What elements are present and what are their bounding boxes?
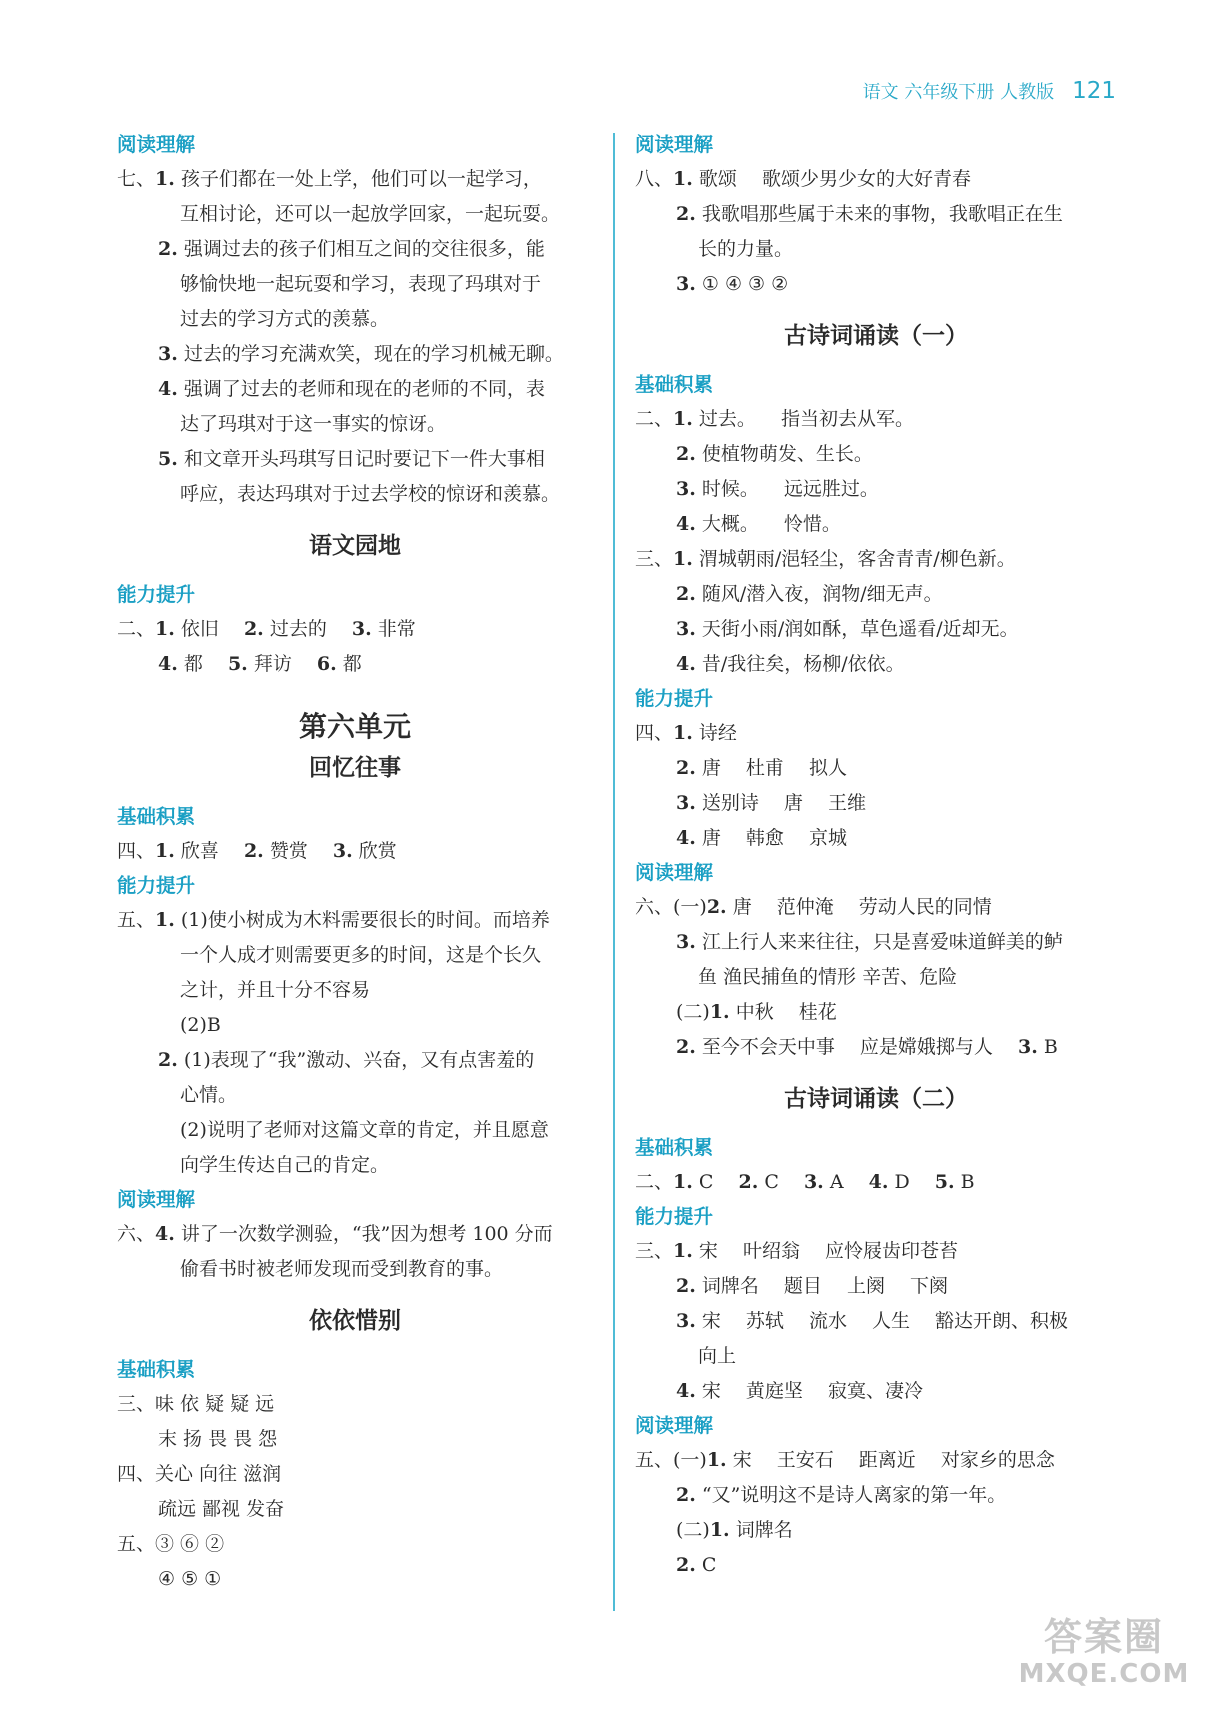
answer-line: (二)1. 中秋 桂花 [676,1001,837,1023]
section-heading: 能力提升 [117,583,196,606]
section-heading: 阅读理解 [117,1188,196,1211]
right-column [635,128,1117,1583]
section-heading: 阅读理解 [117,133,196,156]
answer-line: 达了玛琪对于这一事实的惊讶。 [180,413,447,435]
answer-line: 2. C [676,1554,717,1576]
answer-line: 向上 [698,1345,737,1367]
answer-line: 2. 唐 杜甫 拟人 [676,757,847,779]
chapter-title: 语文园地 [309,533,401,559]
answer-line: 4. 宋 黄庭坚 寂寞、凄冷 [676,1380,923,1402]
answer-line: 二、1. 过去。 指当初去从军。 [635,408,914,430]
answer-line: 三、味 依 疑 疑 远 [117,1393,275,1415]
answer-line: 二、1. C 2. C 3. A 4. D 5. B [635,1171,975,1193]
answer-line: 三、1. 渭城朝雨/浥轻尘，客舍青青/柳色新。 [635,548,1016,570]
answer-line: 3. 天街小雨/润如酥，草色遥看/近却无。 [676,618,1019,640]
answer-line: 四、1. 欣喜 2. 赞赏 3. 欣赏 [117,840,397,862]
answer-line: 长的力量。 [698,238,794,260]
answer-line: 2. “又”说明这不是诗人离家的第一年。 [676,1484,1007,1506]
section-heading: 阅读理解 [635,861,714,884]
watermark-logo: 答案圈 [1043,1615,1164,1659]
answer-line: 疏远 鄙视 发奋 [158,1498,285,1520]
answer-line: 五、③ ⑥ ② [117,1533,225,1555]
chapter-title: 回忆往事 [309,755,401,781]
answer-line: 2. 词牌名 题目 上阕 下阕 [676,1275,949,1297]
section-heading: 基础积累 [635,373,714,396]
section-heading: 能力提升 [635,1205,714,1228]
answer-line: 呼应，表达玛琪对于过去学校的惊讶和羡慕。 [180,483,561,505]
section-heading: 阅读理解 [635,133,714,156]
answer-line: 心情。 [180,1084,238,1106]
answer-line: 七、1. 孩子们都在一处上学，他们可以一起学习， [117,168,542,190]
answer-line: 八、1. 歌颂 歌颂少男少女的大好青春 [635,168,971,190]
page-header [863,78,1116,104]
section-heading: 阅读理解 [635,1414,714,1437]
answer-line: 2. 至今不会天中事 应是嫦娥掷与人 3. B [676,1036,1058,1058]
section-heading: 能力提升 [117,874,196,897]
answer-line: 2. 强调过去的孩子们相互之间的交往很多，能 [158,238,545,260]
book-info: 语文 六年级下册 人教版 [862,82,1055,103]
answer-line: 五、(一)1. 宋 王安石 距离近 对家乡的思念 [635,1449,1055,1471]
answer-line: 3. 过去的学习充满欢笑，现在的学习机械无聊。 [158,343,564,365]
answer-line: 2. 使植物萌发、生长。 [676,443,873,465]
answer-line: 六、(一)2. 唐 范仲淹 劳动人民的同情 [635,896,992,918]
answer-line: 4. 昔/我往矣，杨柳/依依。 [676,653,905,675]
chapter-title: 古诗词诵读（二） [784,1086,968,1112]
answer-line: 4. 强调了过去的老师和现在的老师的不同，表 [158,378,545,400]
watermark-url: MXQE.COM [1018,1659,1190,1689]
answer-line: 五、1. (1)使小树成为木料需要很长的时间。而培养 [117,909,550,931]
answer-line: 向学生传达自己的肯定。 [180,1154,390,1176]
answer-line: 3. 宋 苏轼 流水 人生 豁达开朗、积极 [676,1310,1069,1332]
answer-line: 4. 唐 韩愈 京城 [676,827,847,849]
answer-line: 鱼 渔民捕鱼的情形 辛苦、危险 [698,966,958,988]
answer-line: 3. ① ④ ③ ② [676,273,789,295]
answer-line: 3. 送别诗 唐 王维 [676,792,866,814]
answer-line: 末 扬 畏 畏 怨 [158,1428,278,1450]
page-number: 121 [1072,78,1116,104]
answer-line: 偷看书时被老师发现而受到教育的事。 [180,1258,504,1280]
unit-title: 第六单元 [298,710,411,743]
answer-line: 2. 我歌唱那些属于未来的事物，我歌唱正在生 [676,203,1063,225]
section-heading: 能力提升 [635,687,714,710]
answer-line: 二、1. 依旧 2. 过去的 3. 非常 [117,618,416,640]
answer-line: (2)B [180,1014,221,1036]
watermark [1014,1615,1194,1689]
answer-line: (二)1. 词牌名 [676,1519,793,1541]
answer-line: 六、4. 讲了一次数学测验，“我”因为想考 100 分而 [117,1223,553,1245]
answer-line: 3. 时候。 远远胜过。 [676,478,879,500]
section-heading: 基础积累 [117,1358,196,1381]
answer-line: 过去的学习方式的羡慕。 [180,308,390,330]
answer-line: 5. 和文章开头玛琪写日记时要记下一件大事相 [158,448,545,470]
answer-line: 互相讨论，还可以一起放学回家，一起玩耍。 [180,203,561,225]
answer-line: 之计，并且十分不容易 [180,979,371,1001]
section-heading: 基础积累 [117,805,196,828]
answer-line: 2. 随风/潜入夜，润物/细无声。 [676,583,943,605]
answer-line: ④ ⑤ ① [158,1568,222,1590]
left-column [117,128,593,1597]
answer-line: 4. 都 5. 拜访 6. 都 [158,653,362,675]
answer-line: 2. (1)表现了“我”激动、兴奋，又有点害羞的 [158,1049,535,1071]
answer-line: 一个人成才则需要更多的时间，这是个长久 [180,944,542,966]
answer-line: 4. 大概。 怜惜。 [676,513,841,535]
chapter-title: 依依惜别 [309,1308,401,1334]
section-heading: 基础积累 [635,1136,714,1159]
answer-line: 够愉快地一起玩耍和学习，表现了玛琪对于 [180,273,542,295]
column-divider [613,133,615,1611]
answer-line: 三、1. 宋 叶绍翁 应怜屐齿印苍苔 [635,1240,958,1262]
answer-line: 3. 江上行人来来往往，只是喜爱味道鲜美的鲈 [676,931,1063,953]
answer-line: 四、1. 诗经 [635,722,737,744]
answer-line: 四、关心 向往 滋润 [117,1463,282,1485]
answer-line: (2)说明了老师对这篇文章的肯定，并且愿意 [180,1119,549,1141]
chapter-title: 古诗词诵读（一） [784,323,968,349]
